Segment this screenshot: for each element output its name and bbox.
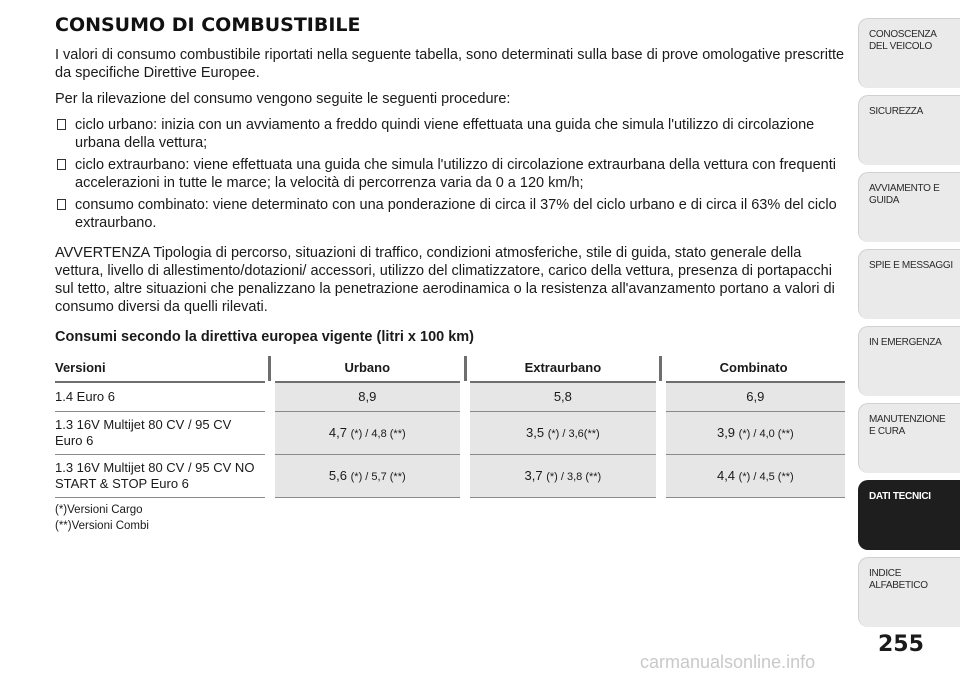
list-item: consumo combinato: viene determinato con una ponderazione di circa il 37% del ciclo urbano e di circa il 63% del ciclo extraurbano.: [55, 196, 845, 232]
extraurban-cell: 5,8: [465, 382, 661, 412]
tab-spie-e-messaggi[interactable]: SPIE E MESSAGGI: [858, 249, 960, 319]
page-title: CONSUMO DI COMBUSTIBILE: [55, 14, 361, 36]
list-item: ciclo extraurbano: viene effettuata una guida che simula l'utilizzo di circolazione extraurbana della vettura con frequenti accelerazioni in tutte le marce; la velocità di percorrenza varia da 0 a 120 km/h;: [55, 156, 845, 192]
combined-cell: 6,9: [661, 382, 845, 412]
table-row: [55, 412, 845, 455]
header-combined: Combinato: [661, 356, 845, 382]
tab-conoscenza-del-veicolo[interactable]: CONOSCENZA DEL VEICOLO: [858, 18, 960, 88]
combined-cell: 4,4 (*) / 4,5 (**): [661, 455, 845, 498]
combined-cell: 3,9 (*) / 4,0 (**): [661, 412, 845, 455]
version-cell: 1.3 16V Multijet 80 CV / 95 CV Euro 6: [55, 412, 270, 455]
procedures-list: [55, 116, 845, 232]
table-row: [55, 455, 845, 498]
tab-avviamento-e-guida[interactable]: AVVIAMENTO E GUIDA: [858, 172, 960, 242]
header-urban: Urbano: [270, 356, 466, 382]
urban-cell: 5,6 (*) / 5,7 (**): [270, 455, 466, 498]
watermark: carmanualsonline.info: [640, 652, 816, 672]
urban-cell: 4,7 (*) / 4,8 (**): [270, 412, 466, 455]
note-combi: (**)Versioni Combi: [55, 520, 149, 532]
page-number: 255: [878, 632, 924, 657]
tab-manutenzione-e-cura[interactable]: MANUTENZIONE E CURA: [858, 403, 960, 473]
urban-cell: 8,9: [270, 382, 466, 412]
consumption-table: [55, 356, 845, 498]
table-notes: [55, 502, 845, 534]
tab-in-emergenza[interactable]: IN EMERGENZA: [858, 326, 960, 396]
checkbox-bullet-icon: [57, 199, 66, 210]
note-cargo: (*)Versioni Cargo: [55, 504, 143, 516]
table-row: [55, 382, 845, 412]
header-extraurban: Extraurbano: [465, 356, 661, 382]
page-content: [55, 14, 845, 534]
checkbox-bullet-icon: [57, 119, 66, 130]
extraurban-cell: 3,7 (*) / 3,8 (**): [465, 455, 661, 498]
table-title: Consumi secondo la direttiva europea vigente (litri x 100 km): [55, 329, 475, 345]
header-versions: Versioni: [55, 356, 270, 382]
warning-paragraph: AVVERTENZA Tipologia di percorso, situazioni di traffico, condizioni atmosferiche, stile di guida, stato generale della vettura, livello di allestimento/dotazioni/ accessori, utilizzo del climatizzatore, carico della vettura, presenza di portapacchi sul tetto, altre situazioni che penalizzano la penetrazione aerodinamica o la resistenza all'avanzamento portano a valori di consumo diversi da quelli rilevati.: [55, 245, 835, 315]
tab-dati-tecnici[interactable]: DATI TECNICI: [858, 480, 960, 550]
extraurban-cell: 3,5 (*) / 3,6(**): [465, 412, 661, 455]
tab-sicurezza[interactable]: SICUREZZA: [858, 95, 960, 165]
intro-paragraph: I valori di consumo combustibile riportati nella seguente tabella, sono determinati sulla base di prove omologative prescritte da specifiche Direttive Europee.: [55, 47, 845, 81]
list-item: ciclo urbano: inizia con un avviamento a freddo quindi viene effettuata una guida che simula l'utilizzo di circolazione urbana della vettura;: [55, 116, 845, 152]
version-cell: 1.4 Euro 6: [55, 382, 270, 412]
procedures-intro: Per la rilevazione del consumo vengono seguite le seguenti procedure:: [55, 91, 511, 107]
version-cell: 1.3 16V Multijet 80 CV / 95 CV NO START & STOP Euro 6: [55, 455, 270, 498]
checkbox-bullet-icon: [57, 159, 66, 170]
table-header-row: [55, 356, 845, 382]
tab-indice-alfabetico[interactable]: INDICE ALFABETICO: [858, 557, 960, 627]
